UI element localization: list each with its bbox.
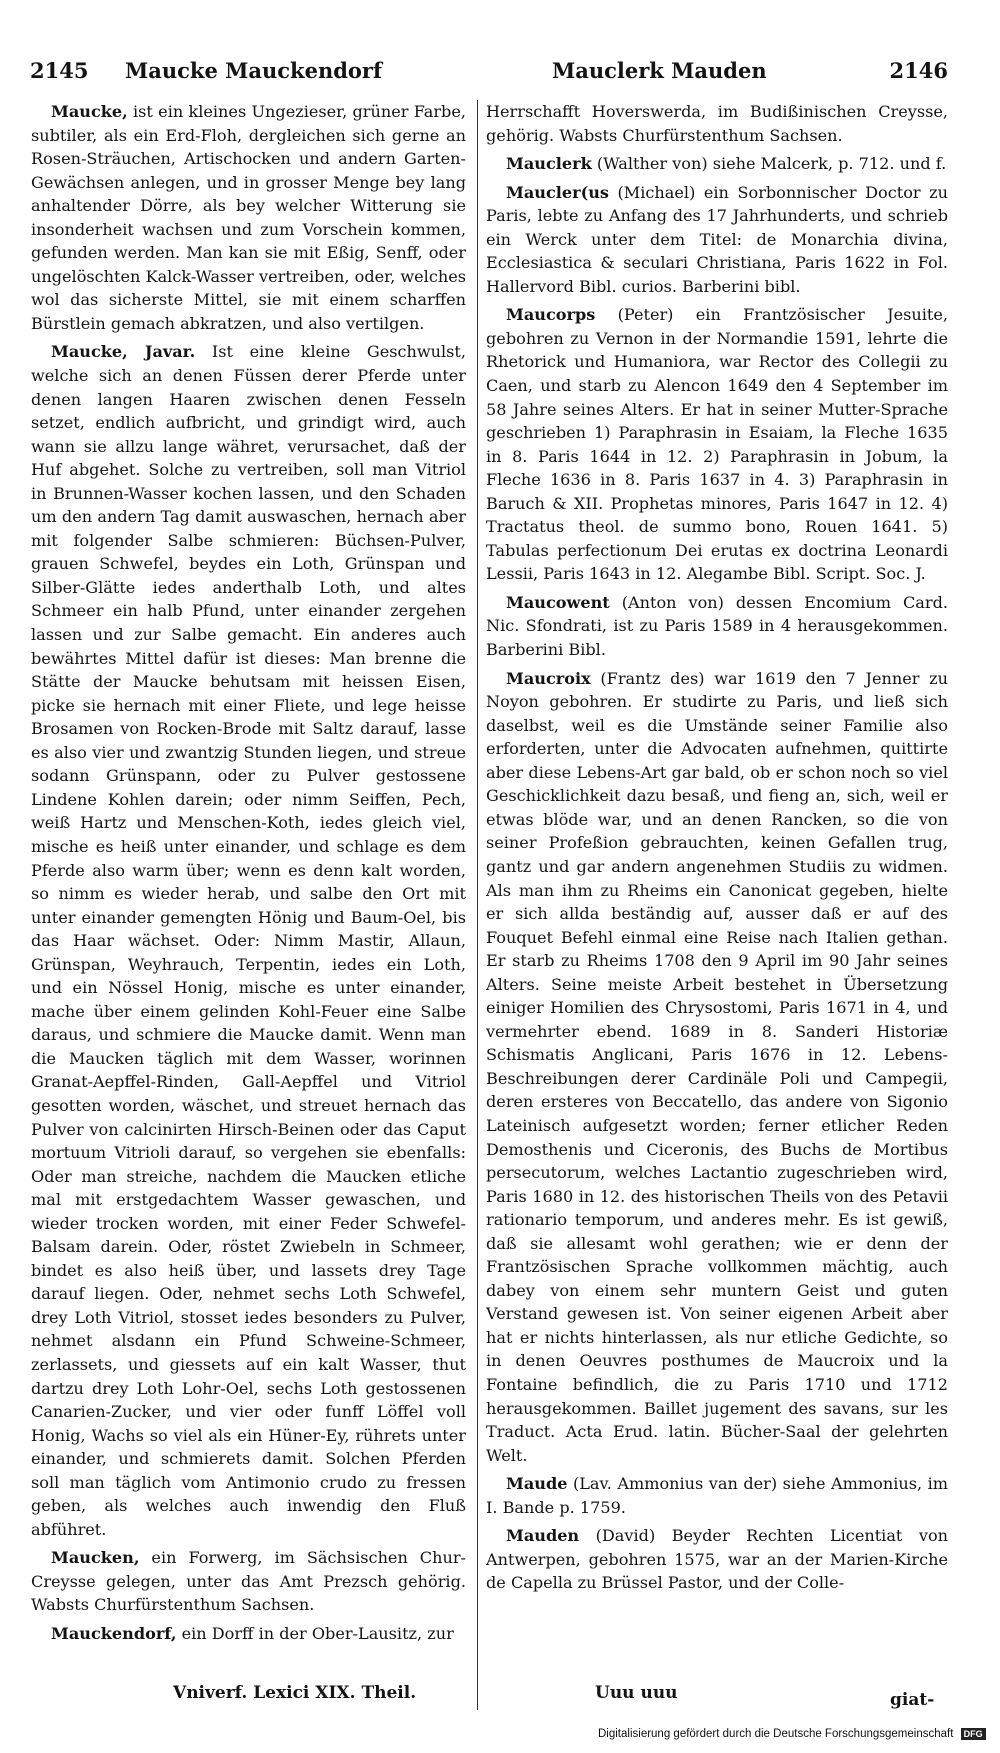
right-running-title: Mauclerk Mauden — [552, 58, 767, 83]
entry-headword: Maucroix — [506, 668, 591, 688]
entry-text: (David) Beyder Rechten Licentiat von Antwerpen, gebohren 1575, war an der Marien-Kirche de Capella zu Brüssel Pastor, und der Colle- — [486, 1526, 948, 1593]
column-divider — [477, 100, 478, 1710]
entry-text: Herrschafft Hoverswerda, im Budißinischen Creysse, gehörig. Wabsts Churfürstenthum Sachsen. — [486, 102, 948, 145]
entry-headword: Maucorps — [506, 305, 596, 325]
sheet-signature: Uuu uuu — [595, 1683, 678, 1703]
catchword: giat- — [890, 1690, 935, 1710]
entry-headword: Mauckendorf, — [51, 1624, 177, 1643]
right-page-number: 2146 — [889, 58, 948, 83]
lexicon-entry — [31, 340, 466, 1541]
lexicon-entry — [486, 667, 948, 1468]
lexicon-entry — [486, 181, 948, 299]
lexicon-entry — [31, 1546, 466, 1617]
lexicon-entry-continued — [486, 100, 948, 147]
entry-headword: Mauden — [506, 1526, 580, 1546]
lexicon-entry — [486, 303, 948, 586]
lexicon-entry — [486, 1524, 948, 1595]
entry-text: ein Dorff in der Ober-Lausitz, zur — [181, 1624, 454, 1643]
lexicon-entry — [486, 1472, 948, 1519]
entry-headword: Maucke, — [51, 102, 128, 121]
entry-text: Ist eine kleine Geschwulst, welche sich an denen Füssen derer Pferde unter denen langen Haaren zwischen denen Fesseln setzet, endlich aufbricht, und grindigt wird, auch wann sie allzu lange währet, verursachet, daß der Huf abgehet. Solche zu vertreiben, soll man Vitriol in Brunnen-Wasser kochen lassen, und den Schaden um den andern Tag damit auswaschen, hernach aber mit folgender Salbe schmieren: Büchsen-Pulver, grauen Schwefel, beydes ein Loth, Grünspan und Silber-Glätte iedes anderthalb Loth, und altes Schmeer ein halb Pfund, unter einander zergehen lassen und zur Salbe gemacht. Ein anderes auch bewährtes Mittel dafür ist dieses: Man brenne die Stätte der Maucke behutsam mit heissen Eisen, picke sie hernach mit einer Fliete, und lege heisse Brosamen von Rocken-Brode mit Saltz darauf, lasse es also vier und zwantzig Stunden liegen, und streue sodann Grünspann, oder zu Pulver gestossene Lindene Kohlen darein; oder nimm Seiffen, Pech, weiß Hartz und Menschen-Koth, iedes gleich viel, mische es heiß unter einander, und schlage es dem Pferde also warm über; wenn es denn kalt worden, so nimm es wieder herab, und salbe den Ort mit unter einander gemengten Hönig und Baum-Oel, bis das Haar wächset. Oder: Nimm Mastir, Allaun, Grünspan, Weyhrauch, Terpentin, iedes ein Loth, und ein Nössel Honig, mische es unter einander, mache über einem gelinden Kohl-Feuer eine Salbe daraus, und schmiere die Maucke damit. Wenn man die Maucken täglich mit dem Wasser, worinnen Granat-Aepffel-Rinden, Gall-Aepffel und Vitriol gesotten worden, wäschet, und streuet hernach das Pulver von calcinirten Hirsch-Beinen oder das Caput mortuum Vitrioli darauf, so vergehen sie ebenfalls: Oder man streiche, nachdem die Maucken etliche mal mit erstgedachtem Wasser gewaschen, und wieder trocken worden, mit einer Feder Schwefel-Balsam darein. Oder, röstet Zwiebeln in Schmeer, bindet es also heiß über, und lassets drey Tage darauf liegen. Oder, nehmet sechs Loth Schwefel, drey Loth Vitriol, stosset iedes besonders zu Pulver, nehmet alsdann ein Pfund Schweine-Schmeer, zerlassets, und giessets auf ein kalt Wasser, thut dartzu drey Loth Lohr-Oel, sechs Loth gestossenen Canarien-Zucker, und vier oder funff Löffel voll Honig, Wachs so viel als ein Hüner-Ey, rührets unter einander, und schmierets damit. Solchen Pferden soll man täglich vom Antimonio crudo zu fressen geben, als welches auch inwendig den Fluß abführet. — [31, 342, 466, 1539]
dfg-logo: DFG — [961, 1728, 986, 1740]
lexicon-entry — [31, 1622, 466, 1646]
page-header — [30, 58, 948, 94]
entry-text: (Michael) ein Sorbonnischer Doctor zu Paris, lebte zu Anfang des 17 Jahrhunderts, und schrieb ein Werck unter dem Titel: de Monarchia divina, Ecclesiastica & seculari Christiana, Paris 1622 in Fol. Hallervord Bibl. curios. Barberini bibl. — [486, 182, 948, 296]
volume-mark: Vniverf. Lexici XIX. Theil. — [173, 1683, 417, 1703]
entry-headword: Mauclerk — [506, 154, 592, 174]
entry-text: ist ein kleines Ungezieser, grüner Farbe, subtiler, als ein Erd-Floh, dergleichen sich gerne an Rosen-Sträuchen, Artischocken und andern Garten-Gewächsen anlegen, und in grosser Menge bey lang anhaltender Dörre, als bey welcher Witterung sie insonderheit wachsen und zum Vorschein kommen, gefunden werden. Man kan sie mit Eßig, Senff, oder ungelöschten Kalck-Wasser vertreiben, oder, welches wol das sicherste Mittel, sie mit einem scharffen Bürstlein gemach abkratzen, und also vertilgen. — [31, 102, 466, 333]
entry-headword: Maucler(us — [506, 182, 609, 202]
entry-text: (Anton von) dessen Encomium Card. Nic. Sfondrati, ist zu Paris 1589 in 4 herausgekommen. Barberini Bibl. — [486, 592, 948, 660]
entry-text: (Frantz des) war 1619 den 7 Jenner zu Noyon gebohren. Er studirte zu Paris, und ließ sich daselbst, weil es die Umstände seiner Familie also erforderten, unter die Advocaten aufnehmen, quittirte aber diese Lebens-Art gar bald, ob er schon noch so viel Geschicklichkeit dazu besaß, und fieng an, sich, weil er etwas blöde war, und an denen Rancken, so die von seiner Profeßion gebrauchten, keinen Gefallen trug, gantz und gar andern angenehmen Studiis zu widmen. Als man ihm zu Rheims ein Canonicat gegeben, hielte er sich allda beständig auf, ausser daß er auf des Fouquet Befehl einmal eine Reise nach Italien gethan. Er starb zu Rheims 1708 den 9 April im 90 Jahr seines Alters. Seine meiste Arbeit bestehet in Übersetzung einiger Homilien des Chrysostomi, Paris 1671 in 4, und vermehrter ebend. 1689 in 8. Sanderi Historiæ Schismatis Anglicani, Paris 1676 in 12. Lebens-Beschreibungen derer Cardinäle Poli und Campegii, deren ersteres von Beccatello, das andere von Sigonio Lateinisch aufgesetzt worden; ferner etlicher Reden Demosthenis und Ciceronis, des Buchs de Mortibus persecutorum, welches Lactantio zugeschrieben wird, Paris 1680 in 12. des historischen Theils von des Petavii rationario temporum, und anderes mehr. Es ist gewiß, daß sie allesamt wohl gerathen; wie er denn der Frantzösischen Sprache vollkommen mächtig, auch dabey von einem sehr muntern Geist und guten Verstand gewesen ist. Von seiner eigenen Arbeit aber hat er nichts hinterlassen, als nur etliche Gedichte, so in denen Oeuvres posthumes de Maucroix und la Fontaine befindlich, die zu Paris 1710 und 1712 herausgekommen. Baillet jugement des savans, sur les Traduct. Acta Erud. latin. Bücher-Saal der gelehrten Welt. — [486, 668, 948, 1465]
entry-headword: Maucken, — [51, 1548, 140, 1568]
entry-text: ein Forwerg, im Sächsischen Chur-Creysse gelegen, unter das Amt Prezsch gehörig. Wabsts Churfürstenthum Sachsen. — [31, 1548, 466, 1615]
entry-text: (Peter) ein Frantzösischer Jesuite, gebohren zu Vernon in der Normandie 1591, lehrte die Rhetorick und Humaniora, war Rector des Collegii zu Caen, und starb zu Alencon 1649 den 4 September im 58 Jahre seines Alters. Er hat in seiner Mutter-Sprache geschrieben 1) Paraphrasin in Esaiam, la Fleche 1635 in 8. Paris 1644 in 12. 2) Paraphrasin in Jobum, la Fleche 1636 in 8. Paris 1637 in 4. 3) Paraphrasin in Baruch & XII. Prophetas minores, Paris 1647 in 12. 4) Tractatus theol. de summo bono, Rouen 1641. 5) Tabulas perfectionum Dei erutas ex doctrina Leonardi Lessii, Paris 1643 in 12. Alegambe Bibl. Script. Soc. J. — [486, 305, 948, 584]
entry-headword: Maude — [506, 1474, 568, 1494]
entry-text: (Lav. Ammonius van der) siehe Ammonius, im I. Bande p. 1759. — [486, 1474, 948, 1517]
left-column — [31, 100, 466, 1710]
entry-headword: Maucke, Javar. — [51, 342, 196, 362]
right-column — [486, 100, 948, 1710]
entry-headword: Maucowent — [506, 592, 610, 612]
left-page-number: 2145 — [30, 58, 89, 83]
lexicon-entry — [486, 152, 948, 176]
lexicon-entry — [31, 100, 466, 335]
entry-text: (Walther von) siehe Malcerk, p. 712. und f. — [596, 154, 947, 174]
left-running-title: Maucke Mauckendorf — [125, 58, 383, 83]
lexicon-entry — [486, 591, 948, 662]
digitization-note: Digitalisierung gefördert durch die Deutsche Forschungsgemeinschaft — [598, 1728, 954, 1741]
digitization-footer — [598, 1728, 996, 1750]
